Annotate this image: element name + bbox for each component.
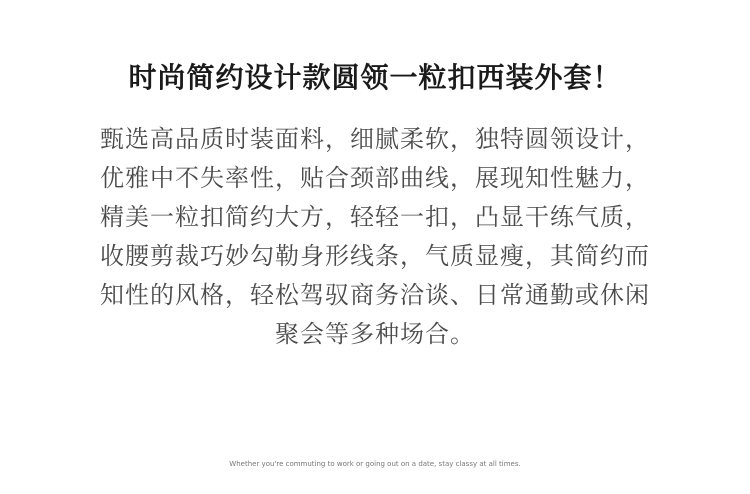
- description-line: 甄选高品质时装面料，细腻柔软，独特圆领设计，: [100, 125, 650, 153]
- description-line: 知性的风格，轻松驾驭商务洽谈、日常通勤或休闲: [100, 281, 650, 309]
- description-line: 优雅中不失率性，贴合颈部曲线，展现知性魅力，: [100, 164, 650, 192]
- description-line: 收腰剪裁巧妙勾勒身形线条，气质显瘦，其简约而: [100, 242, 650, 270]
- description-line: 聚会等多种场合。: [275, 320, 475, 348]
- product-description: [0, 120, 750, 354]
- tagline: Whether you're commuting to work or going out on a date, stay classy at all times.: [229, 460, 521, 468]
- description-line: 精美一粒扣简约大方，轻轻一扣，凸显干练气质，: [100, 203, 650, 231]
- product-headline: 时尚简约设计款圆领一粒扣西装外套！: [128, 61, 622, 94]
